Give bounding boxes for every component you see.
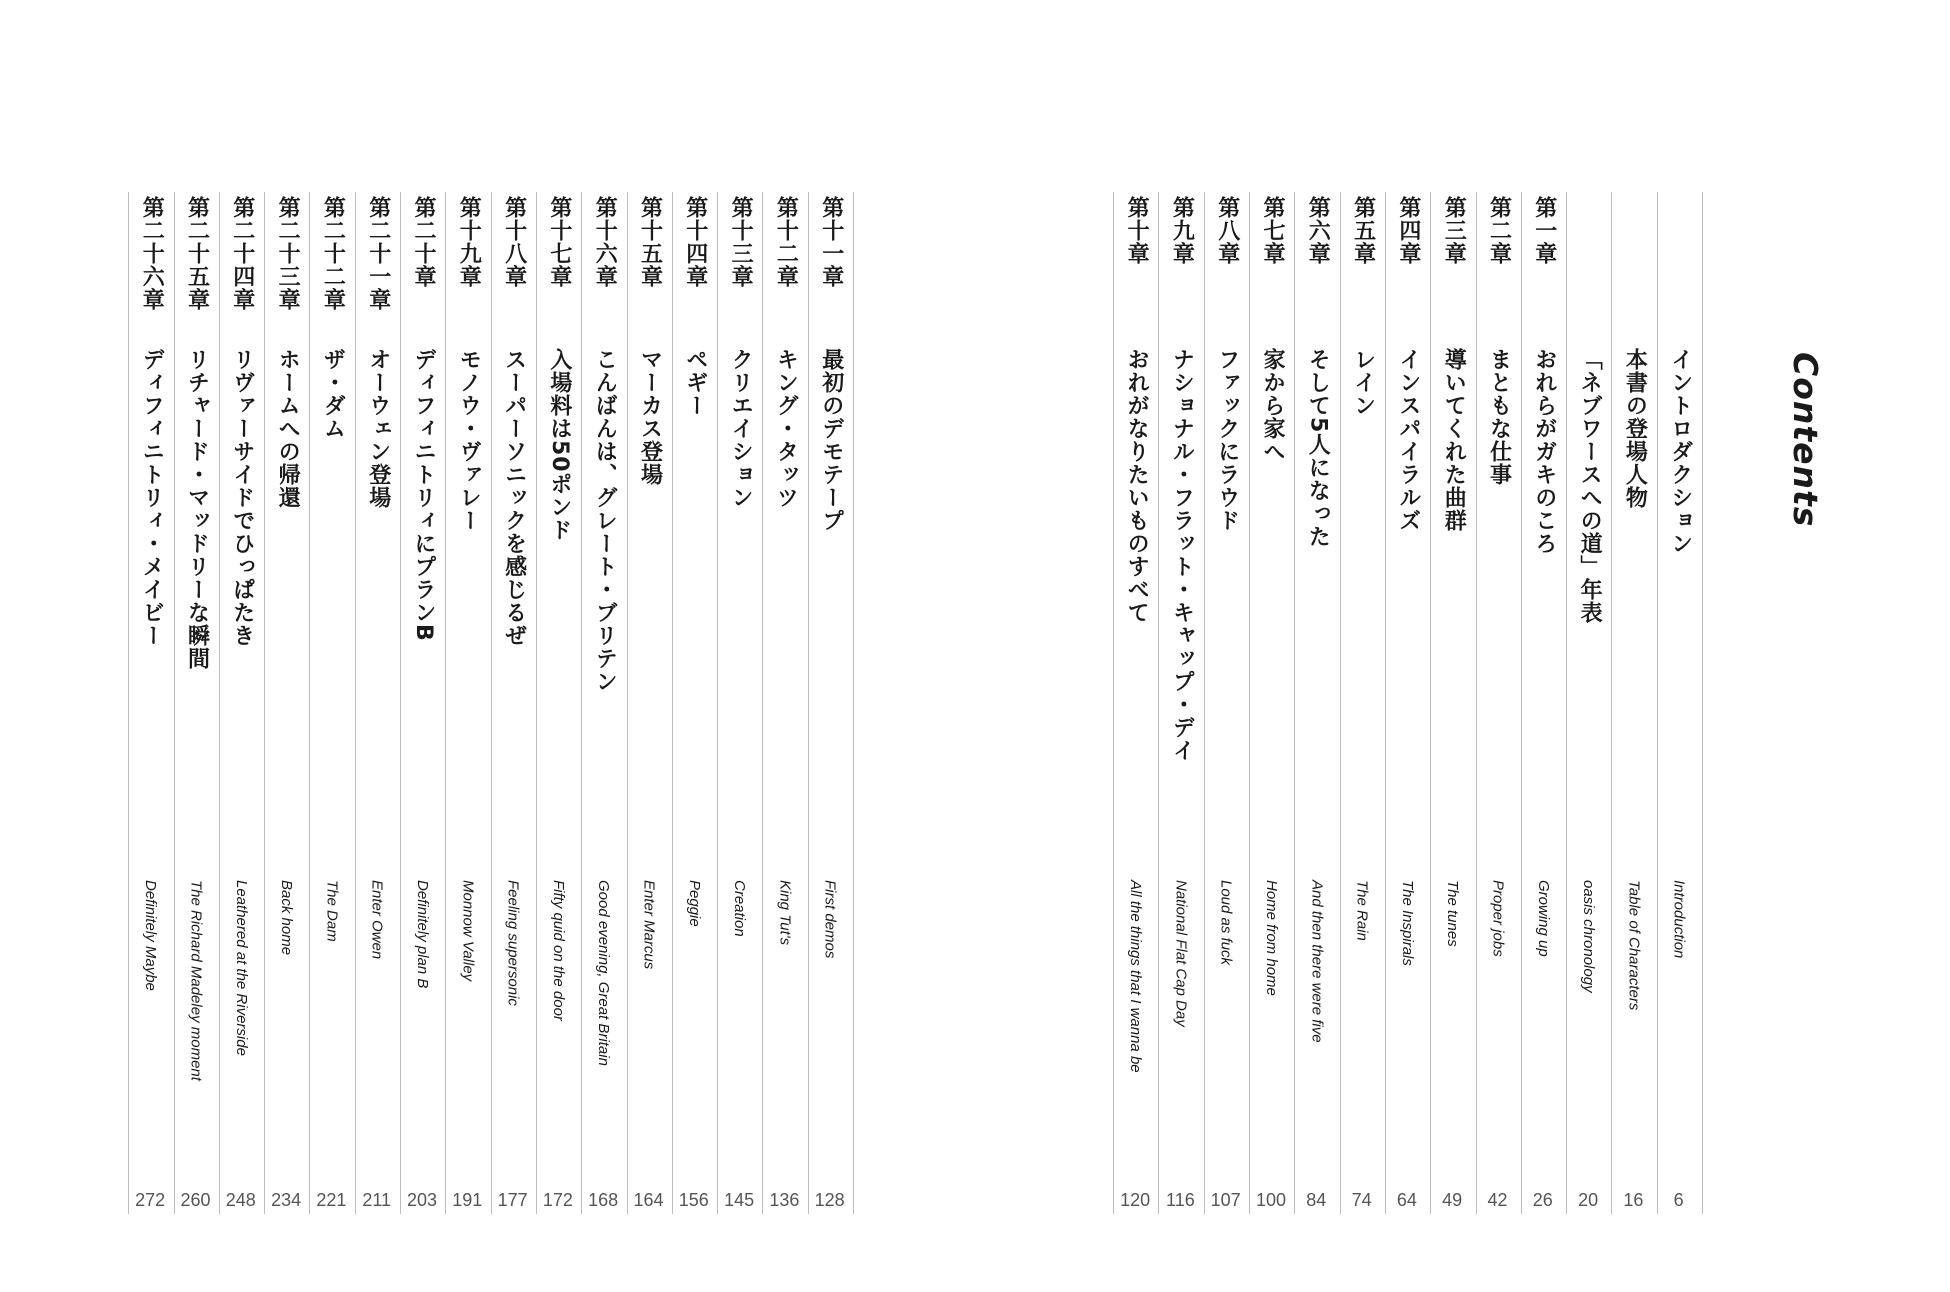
toc-entry[interactable] <box>1204 192 1249 1214</box>
column-rule <box>808 192 809 1214</box>
toc-entry[interactable] <box>174 192 219 1214</box>
chapter-title: 「ネブワースへの道」年表 <box>1577 348 1603 624</box>
chapter-number: 第二十六章 <box>139 196 165 311</box>
chapter-number: 第十一章 <box>818 196 844 288</box>
chapter-number: 第十四章 <box>682 196 708 288</box>
toc-entry[interactable] <box>1158 192 1203 1214</box>
chapter-number: 第二十五章 <box>184 196 210 311</box>
chapter-title: おれらがガキのころ <box>1531 348 1557 555</box>
page-number: 221 <box>316 1190 347 1210</box>
chapter-title: ディフィニトリィ・メイビー <box>139 348 165 647</box>
chapter-title: スーパーソニックを感じるぜ <box>501 348 527 647</box>
column-rule <box>1702 192 1703 1214</box>
chapter-number: 第十七章 <box>546 196 572 288</box>
toc-entry[interactable] <box>1430 192 1475 1214</box>
toc-entry[interactable] <box>1566 192 1611 1214</box>
chapter-number: 第十六章 <box>592 196 618 288</box>
chapter-title: 家から家へ <box>1260 348 1285 463</box>
toc-entry[interactable] <box>1611 192 1656 1214</box>
chapter-title: ナショナル・フラット・キャップ・デイ <box>1169 348 1195 762</box>
chapter-subtitle: Proper jobs <box>1489 880 1507 957</box>
chapter-subtitle: Monnow Valley <box>459 880 477 982</box>
chapter-number: 第十八章 <box>501 196 527 288</box>
chapter-number: 第二十二章 <box>320 196 346 311</box>
column-rule <box>1476 192 1477 1214</box>
chapter-subtitle: The Inspirals <box>1398 880 1416 966</box>
chapter-number: 第七章 <box>1260 196 1285 265</box>
column-rule <box>853 192 854 1214</box>
chapter-title: まともな仕事 <box>1486 348 1512 486</box>
chapter-title: ホームへの帰還 <box>275 348 301 509</box>
column-rule <box>445 192 446 1214</box>
contents-heading: Contents <box>1786 352 1825 528</box>
chapter-subtitle: oasis chronology <box>1580 880 1598 993</box>
toc-entry[interactable] <box>808 192 853 1214</box>
page-number: 26 <box>1532 1190 1553 1210</box>
column-rule <box>1158 192 1159 1214</box>
page-number: 16 <box>1623 1190 1644 1210</box>
page-number: 172 <box>542 1190 573 1210</box>
chapter-title: レイン <box>1350 348 1376 417</box>
chapter-subtitle: Leathered at the Riverside <box>232 880 250 1056</box>
chapter-title: クリエイション <box>728 348 754 509</box>
chapter-title: こんばんは、グレート・ブリテン <box>592 348 618 693</box>
toc-entry[interactable] <box>1294 192 1339 1214</box>
chapter-title: 本書の登場人物 <box>1622 348 1648 509</box>
chapter-number: 第十二章 <box>773 196 799 288</box>
chapter-subtitle: Definitely plan B <box>414 880 431 989</box>
chapter-number: 第一章 <box>1531 196 1557 265</box>
toc-entry[interactable] <box>1521 192 1566 1214</box>
column-rule <box>1294 192 1295 1214</box>
column-rule <box>309 192 310 1214</box>
chapter-title: ペギー <box>682 348 708 417</box>
column-rule <box>762 192 763 1214</box>
chapter-title: モノウ・ヴァレー <box>456 348 482 532</box>
chapter-subtitle: Peggie <box>685 880 703 927</box>
chapter-subtitle: The tunes <box>1444 880 1462 947</box>
column-rule <box>1521 192 1522 1214</box>
column-rule <box>627 192 628 1214</box>
toc-entry[interactable] <box>627 192 672 1214</box>
page-number: 49 <box>1442 1190 1463 1210</box>
toc-entry[interactable] <box>1249 192 1294 1214</box>
chapter-subtitle: And then there were five <box>1308 880 1326 1043</box>
toc-entry[interactable] <box>491 192 536 1214</box>
toc-entry[interactable] <box>581 192 626 1214</box>
chapter-title: 最初のデモテープ <box>818 348 844 532</box>
chapter-number: 第五章 <box>1350 196 1376 265</box>
chapter-title: おれがなりたいものすべて <box>1124 348 1150 624</box>
chapter-subtitle: First demos <box>821 880 839 959</box>
chapter-title: インスパイラルズ <box>1395 348 1421 532</box>
page-number: 42 <box>1487 1190 1508 1210</box>
chapter-title: そして5人になった <box>1305 348 1331 549</box>
toc-entry[interactable] <box>264 192 309 1214</box>
toc-entry[interactable] <box>717 192 762 1214</box>
chapter-title: リヴァーサイドでひっぱたき <box>229 348 255 647</box>
page-number: 128 <box>814 1190 845 1210</box>
page-number: 191 <box>452 1190 483 1210</box>
toc-entry[interactable] <box>672 192 717 1214</box>
page-number: 272 <box>135 1190 166 1210</box>
column-rule <box>1385 192 1386 1214</box>
column-rule <box>672 192 673 1214</box>
page-number: 74 <box>1351 1190 1372 1210</box>
chapter-number: 第二章 <box>1486 196 1512 265</box>
column-rule <box>1611 192 1612 1214</box>
column-rule <box>536 192 537 1214</box>
column-rule <box>1340 192 1341 1214</box>
page-number: 116 <box>1166 1190 1195 1210</box>
chapter-number: 第十九章 <box>456 196 482 288</box>
chapter-title: イントロダクション <box>1667 348 1693 555</box>
chapter-subtitle: Enter Marcus <box>640 880 658 970</box>
page-number: 248 <box>225 1190 256 1210</box>
chapter-subtitle: Good evening, Great Britain <box>595 880 613 1066</box>
toc-entry[interactable] <box>1340 192 1385 1214</box>
chapter-subtitle: Introduction <box>1670 880 1688 959</box>
chapter-title: 導いてくれた曲群 <box>1441 348 1467 532</box>
toc-entry[interactable] <box>1385 192 1430 1214</box>
page-number: 120 <box>1120 1190 1151 1210</box>
chapter-title: オーウェン登場 <box>365 348 391 509</box>
chapter-subtitle: Growing up <box>1534 880 1552 957</box>
page-number: 164 <box>633 1190 664 1210</box>
column-rule <box>1249 192 1250 1214</box>
chapter-title: キング・タッツ <box>773 348 799 509</box>
toc-entry[interactable] <box>400 192 445 1214</box>
chapter-subtitle: Table of Characters <box>1625 880 1643 1011</box>
chapter-number: 第十三章 <box>728 196 754 288</box>
column-rule <box>1204 192 1205 1214</box>
chapter-number: 第九章 <box>1169 196 1195 265</box>
chapter-subtitle: Loud as fuck <box>1217 880 1235 966</box>
chapter-subtitle: Back home <box>278 880 296 956</box>
chapter-subtitle: National Flat Cap Day <box>1172 880 1190 1027</box>
page-number: 203 <box>406 1190 438 1210</box>
chapter-title: マーカス登場 <box>637 348 663 486</box>
chapter-subtitle: The Dam <box>323 880 341 942</box>
toc-entry[interactable] <box>309 192 354 1214</box>
page-number: 168 <box>588 1190 619 1210</box>
chapter-subtitle: Enter Owen <box>368 880 386 960</box>
chapter-subtitle: Fifty quid on the door <box>549 880 567 1021</box>
page-number: 234 <box>271 1190 302 1210</box>
page-number: 6 <box>1673 1190 1684 1210</box>
column-rule <box>491 192 492 1214</box>
chapter-number: 第二十四章 <box>229 196 255 311</box>
column-rule <box>400 192 401 1214</box>
chapter-number: 第二十一章 <box>365 196 391 311</box>
toc-entry[interactable] <box>1113 192 1158 1214</box>
chapter-title: リチャード・マッドリーな瞬間 <box>184 348 210 670</box>
column-rule <box>128 192 129 1214</box>
chapter-number: 第二十三章 <box>275 196 301 311</box>
column-rule <box>1566 192 1567 1214</box>
chapter-title: ザ・ダム <box>320 348 346 440</box>
chapter-number: 第十章 <box>1124 196 1150 265</box>
page-number: 177 <box>497 1190 528 1210</box>
toc-entry[interactable] <box>1657 192 1702 1214</box>
chapter-subtitle: All the things that I wanna be <box>1127 880 1145 1073</box>
chapter-subtitle: Home from home <box>1263 880 1280 996</box>
page-number: 211 <box>362 1190 392 1210</box>
page-number: 107 <box>1210 1190 1241 1210</box>
toc-entry[interactable] <box>355 192 400 1214</box>
page-number: 20 <box>1578 1190 1599 1210</box>
column-rule <box>581 192 582 1214</box>
page-number: 156 <box>678 1190 709 1210</box>
toc-entry[interactable] <box>128 192 173 1214</box>
chapter-subtitle: Creation <box>731 880 749 937</box>
chapter-number: 第十五章 <box>637 196 663 288</box>
chapter-subtitle: The Richard Madeley moment <box>187 880 205 1081</box>
toc-entry[interactable] <box>762 192 807 1214</box>
column-rule <box>219 192 220 1214</box>
chapter-number: 第八章 <box>1214 196 1240 265</box>
column-rule <box>1657 192 1658 1214</box>
chapter-title: ディフィニトリィにプランB <box>411 348 436 642</box>
toc-entry[interactable] <box>536 192 581 1214</box>
column-rule <box>174 192 175 1214</box>
chapter-title: 入場料は50ポンド <box>546 348 572 542</box>
page-number: 136 <box>769 1190 800 1210</box>
chapter-subtitle: The Rain <box>1353 880 1371 941</box>
column-rule <box>717 192 718 1214</box>
chapter-number: 第六章 <box>1305 196 1331 265</box>
page-number: 84 <box>1306 1190 1327 1210</box>
column-rule <box>1113 192 1114 1214</box>
column-rule <box>264 192 265 1214</box>
page-number: 260 <box>180 1190 211 1210</box>
toc-entry[interactable] <box>219 192 264 1214</box>
toc-entry[interactable] <box>1476 192 1521 1214</box>
column-rule <box>1430 192 1431 1214</box>
toc-entry[interactable] <box>445 192 490 1214</box>
page-number: 64 <box>1396 1190 1417 1210</box>
chapter-number: 第三章 <box>1441 196 1467 265</box>
chapter-subtitle: Feeling supersonic <box>504 880 522 1006</box>
chapter-title: ファックにラウド <box>1214 348 1240 532</box>
chapter-number: 第二十章 <box>411 196 436 288</box>
chapter-subtitle: Definitely Maybe <box>142 880 160 991</box>
page-number: 100 <box>1255 1190 1287 1210</box>
chapter-subtitle: King Tut's <box>776 880 794 946</box>
page-number: 145 <box>724 1190 755 1210</box>
column-rule <box>355 192 356 1214</box>
chapter-number: 第四章 <box>1395 196 1421 265</box>
